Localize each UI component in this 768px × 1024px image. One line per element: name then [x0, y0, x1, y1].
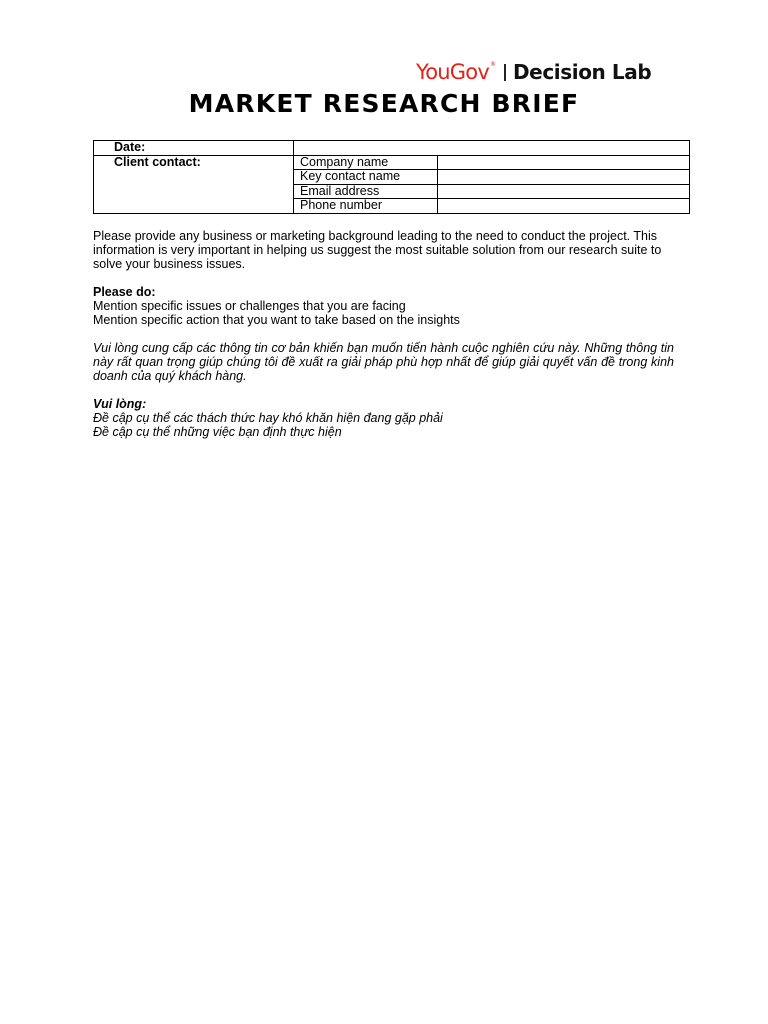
company-name-field[interactable] [438, 155, 690, 170]
date-row [94, 141, 690, 156]
email-label: Email address [294, 184, 438, 199]
company-name-label: Company name [294, 155, 438, 170]
key-contact-label: Key contact name [294, 170, 438, 185]
phone-field[interactable] [438, 199, 690, 214]
please-do-item: Mention specific action that you want to take based on the insights [93, 313, 460, 327]
vietnamese-please-do [93, 397, 674, 439]
english-please-do [93, 285, 674, 327]
vui-long-item: Đề cập cụ thể những việc bạn định thực hiện [93, 425, 342, 439]
email-field[interactable] [438, 184, 690, 199]
vui-long-item: Đề cập cụ thể các thách thức hay khó khăn hiện đang gặp phải [93, 411, 443, 425]
vietnamese-intro: Vui lòng cung cấp các thông tin cơ bản khiến bạn muốn tiến hành cuộc nghiên cứu này. Những thông tin này rất quan trọng giúp chúng tôi đề xuất ra giải pháp phù hợp nhất để giúp giải quyết vấn đề trong kinh doanh của quý khách hàng. [93, 341, 674, 383]
company-name-row [94, 155, 690, 170]
instructions [93, 229, 674, 453]
logo-divider [504, 64, 506, 81]
client-contact-label: Client contact: [94, 155, 294, 213]
page-title: MARKET RESEARCH BRIEF [188, 89, 580, 118]
phone-label: Phone number [294, 199, 438, 214]
please-do-heading: Please do: [93, 285, 156, 299]
logo-registered-mark: ® [489, 60, 496, 68]
date-label: Date: [94, 141, 294, 156]
logo-brand: YouGov [416, 60, 489, 84]
english-intro: Please provide any business or marketing background leading to the need to conduct the project. This information is very important in helping us suggest the most suitable solution from our research suite to solve your business issues. [93, 229, 662, 271]
date-field[interactable] [294, 141, 690, 156]
logo-product: Decision Lab [512, 60, 652, 84]
key-contact-field[interactable] [438, 170, 690, 185]
client-info-table [93, 140, 690, 214]
vui-long-heading: Vui lòng: [93, 397, 147, 411]
yougov-decision-lab-logo [416, 60, 651, 84]
please-do-item: Mention specific issues or challenges that you are facing [93, 299, 406, 313]
